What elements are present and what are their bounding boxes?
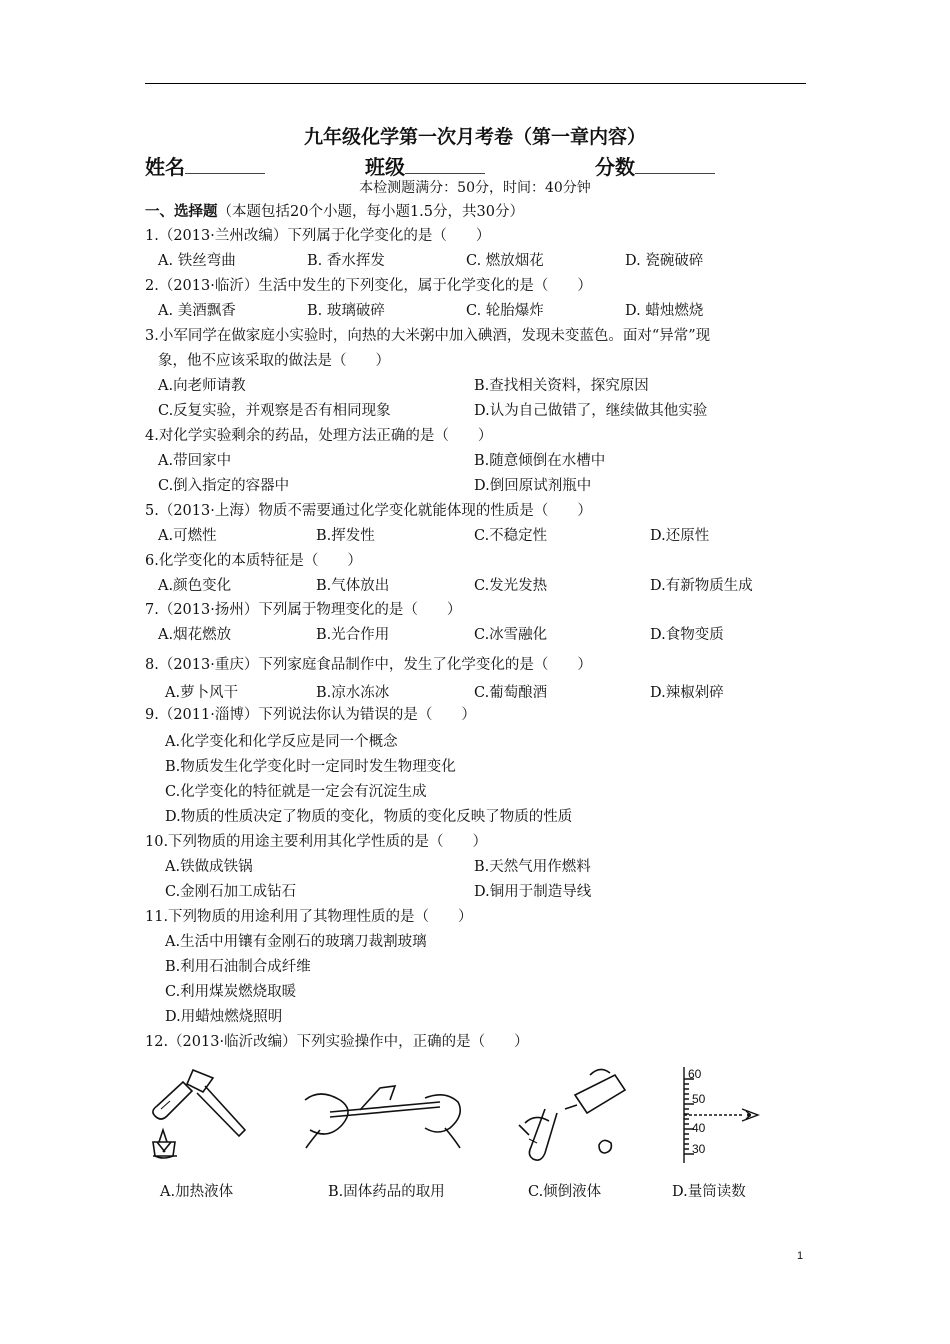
question-stem: 11.下列物质的用途利用了其物理性质的是（ ） [145,909,473,925]
solid-reagent-figure [300,1070,465,1150]
option: B.挥发性 [316,528,375,544]
question-stem: 5.（2013·上海）物质不需要通过化学变化就能体现的性质是（ ） [145,503,592,519]
option: D.用蜡烛燃烧照明 [165,1009,283,1025]
option: B. 香水挥发 [307,253,385,269]
exam-note: 本检测题满分：50分，时间：40分钟 [359,180,591,196]
option: A.化学变化和化学反应是同一个概念 [165,734,398,750]
option: B.光合作用 [316,627,390,643]
section-heading [145,202,524,222]
option-caption: D.量筒读数 [672,1184,746,1200]
option: D.有新物质生成 [650,578,753,594]
option: C.化学变化的特征就是一定会有沉淀生成 [165,784,427,800]
option: D.辣椒剁碎 [650,685,724,701]
tick-label: 50 [692,1092,706,1106]
question-stem: 12.（2013·临沂改编）下列实验操作中，正确的是（ ） [145,1034,529,1050]
page-number: 1 [797,1250,804,1262]
tick-label: 40 [692,1121,706,1135]
name-label: 姓名 [145,155,185,179]
option: D. 蜡烛燃烧 [625,303,704,319]
option: B. 玻璃破碎 [307,303,385,319]
option-caption: B.固体药品的取用 [328,1184,445,1200]
pouring-liquid-figure [515,1065,635,1175]
option: A.颜色变化 [158,578,232,594]
cylinder-drawing [670,1065,780,1165]
option: C.倒入指定的容器中 [158,478,290,494]
option: D.食物变质 [650,627,724,643]
option: B.利用石油制合成纤维 [165,959,311,975]
option: B.查找相关资料，探究原因 [474,378,649,394]
option: A.烟花燃放 [158,627,232,643]
section-desc: （本题包括20个小题，每小题1.5分，共30分） [217,204,524,220]
question-stem: 1.（2013·兰州改编）下列属于化学变化的是（ ） [145,228,491,244]
score-label: 分数 [595,155,635,179]
option: A.生活中用镶有金刚石的玻璃刀裁割玻璃 [165,934,427,950]
option: C. 燃放烟花 [466,253,544,269]
option: C.发光发热 [474,578,548,594]
question-stem: 4.对化学实验剩余的药品，处理方法正确的是（ ） [145,428,493,444]
class-field [365,151,485,180]
option: D.还原性 [650,528,710,544]
section-title: 一、选择题 [145,203,218,220]
option: A.向老师请教 [158,378,246,394]
option: A. 铁丝弯曲 [158,253,236,269]
option: C.金刚石加工成钻石 [165,884,297,900]
option: B.凉水冻冰 [316,685,390,701]
tick-label: 30 [692,1142,706,1156]
question-stem: 3.小军同学在做家庭小实验时，向热的大米粥中加入碘酒，发现未变蓝色。面对“异常”现 [145,328,711,344]
option: D.物质的性质决定了物质的变化，物质的变化反映了物质的性质 [165,809,573,825]
option: A.带回家中 [158,453,232,469]
class-blank[interactable] [405,155,485,174]
option: A.铁做成铁锅 [165,859,253,875]
option: C.冰雪融化 [474,627,548,643]
option-caption: A.加热液体 [160,1184,234,1200]
question-stem: 2.（2013·临沂）生活中发生的下列变化，属于化学变化的是（ ） [145,278,592,294]
option: C. 轮胎爆炸 [466,303,544,319]
option: D.铜用于制造导线 [474,884,592,900]
option: A.可燃性 [158,528,217,544]
score-field [595,151,715,180]
question-stem: 9.（2011·淄博）下列说法你认为错误的是（ ） [145,707,476,723]
class-label: 班级 [365,155,405,179]
question-stem-cont: 象，他不应该采取的做法是（ ） [158,353,390,369]
option: A. 美酒飘香 [158,303,236,319]
option-caption: C.倾倒液体 [528,1184,602,1200]
option: C.反复实验，并观察是否有相同现象 [158,403,391,419]
option: C.利用煤炭燃烧取暖 [165,984,297,1000]
option: D. 瓷碗破碎 [625,253,704,269]
question-stem: 8.（2013·重庆）下列家庭食品制作中，发生了化学变化的是（ ） [145,657,592,673]
name-blank[interactable] [185,155,265,174]
tick-label: 60 [688,1067,702,1081]
option: B.随意倾倒在水槽中 [474,453,606,469]
question-stem: 6.化学变化的本质特征是（ ） [145,553,362,569]
option: B.气体放出 [316,578,390,594]
option: C.不稳定性 [474,528,548,544]
header-rule [145,83,806,84]
option: D.认为自己做错了，继续做其他实验 [474,403,708,419]
option: C.葡萄酿酒 [474,685,548,701]
option: B.天然气用作燃料 [474,859,591,875]
name-field [145,151,265,180]
option: A.萝卜风干 [165,685,239,701]
exam-title: 九年级化学第一次月考卷（第一章内容） [303,126,646,148]
question-stem: 7.（2013·扬州）下列属于物理变化的是（ ） [145,602,462,618]
score-blank[interactable] [635,155,715,174]
option: D.倒回原试剂瓶中 [474,478,592,494]
question-stem: 10.下列物质的用途主要利用其化学性质的是（ ） [145,834,488,850]
graduated-cylinder-figure [670,1065,780,1165]
option: B.物质发生化学变化时一定同时发生物理变化 [165,759,456,775]
heating-liquid-figure [145,1060,255,1170]
